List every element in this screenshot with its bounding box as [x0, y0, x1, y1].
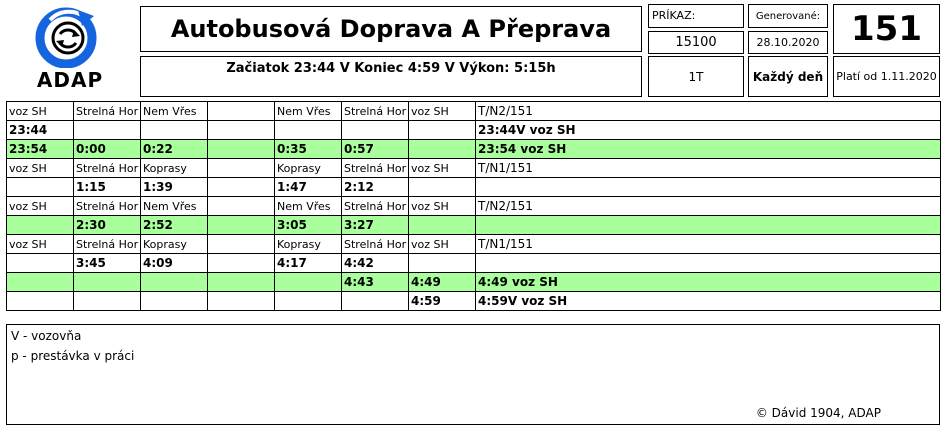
table-cell — [74, 273, 141, 292]
table-cell: voz SH — [7, 102, 74, 121]
table-cell: 2:30 — [74, 216, 141, 235]
legend-item-depot: V - vozovňa — [11, 329, 82, 343]
table-cell: voz SH — [409, 235, 476, 254]
table-cell-service: T/N2/151 — [476, 197, 941, 216]
table-row — [7, 235, 941, 254]
table-cell: voz SH — [409, 197, 476, 216]
vehicle-type: 1T — [648, 56, 744, 97]
schedule-table — [6, 101, 941, 311]
table-cell-service: T/N2/151 — [476, 102, 941, 121]
table-cell — [7, 273, 74, 292]
table-cell-service: T/N1/151 — [476, 159, 941, 178]
table-cell: voz SH — [7, 235, 74, 254]
table-cell: voz SH — [409, 102, 476, 121]
table-cell — [7, 178, 74, 197]
table-cell: Koprasy — [141, 159, 208, 178]
table-cell: Strelná Hor — [74, 102, 141, 121]
table-cell — [7, 216, 74, 235]
table-cell-service — [476, 254, 941, 273]
table-cell: Koprasy — [275, 235, 342, 254]
operating-days: Každý deň — [748, 56, 828, 97]
table-cell: Koprasy — [275, 159, 342, 178]
table-cell: 0:22 — [141, 140, 208, 159]
table-cell: Strelná Hor — [74, 235, 141, 254]
copyright: © Dávid 1904, ADAP — [755, 406, 881, 420]
table-cell — [141, 292, 208, 311]
table-cell: 4:59 — [409, 292, 476, 311]
table-row — [7, 254, 941, 273]
table-cell — [409, 178, 476, 197]
table-cell: voz SH — [409, 159, 476, 178]
table-cell — [208, 197, 275, 216]
table-cell: Strelná Hor — [342, 235, 409, 254]
table-cell — [409, 216, 476, 235]
table-cell — [7, 254, 74, 273]
table-cell: 1:39 — [141, 178, 208, 197]
table-cell: 0:57 — [342, 140, 409, 159]
schedule-body — [7, 102, 941, 311]
table-row — [7, 121, 941, 140]
table-cell — [208, 102, 275, 121]
table-cell: 3:27 — [342, 216, 409, 235]
table-cell — [208, 273, 275, 292]
prikaz-label: PRÍKAZ: — [648, 4, 744, 28]
table-cell — [409, 140, 476, 159]
line-number: 151 — [833, 4, 940, 54]
table-cell — [74, 121, 141, 140]
table-cell: Strelná Hor — [342, 197, 409, 216]
table-cell — [7, 292, 74, 311]
table-cell-service: 4:49 voz SH — [476, 273, 941, 292]
table-cell — [208, 178, 275, 197]
prikaz-value: 15100 — [648, 31, 744, 54]
table-cell-service: 23:54 voz SH — [476, 140, 941, 159]
table-cell: Nem Vřes — [275, 197, 342, 216]
table-cell: Nem Vřes — [141, 197, 208, 216]
table-cell — [208, 121, 275, 140]
table-cell — [275, 273, 342, 292]
table-cell: voz SH — [7, 159, 74, 178]
table-cell — [208, 216, 275, 235]
table-cell-service — [476, 178, 941, 197]
table-cell — [409, 254, 476, 273]
adap-logo — [30, 6, 110, 94]
table-cell — [208, 159, 275, 178]
table-cell: 3:45 — [74, 254, 141, 273]
table-cell: 4:09 — [141, 254, 208, 273]
logo-text: ADAP — [36, 68, 104, 92]
generated-label: Generované: — [748, 4, 828, 28]
table-cell-service — [476, 216, 941, 235]
table-row — [7, 140, 941, 159]
table-cell: 4:43 — [342, 273, 409, 292]
table-cell — [275, 121, 342, 140]
table-cell — [141, 273, 208, 292]
table-cell: Koprasy — [141, 235, 208, 254]
table-cell — [141, 121, 208, 140]
table-cell — [74, 292, 141, 311]
table-cell — [208, 292, 275, 311]
table-cell: Strelná Hor — [342, 102, 409, 121]
table-cell-service: 23:44V voz SH — [476, 121, 941, 140]
table-cell: voz SH — [7, 197, 74, 216]
table-row — [7, 273, 941, 292]
table-row — [7, 178, 941, 197]
table-cell: 1:47 — [275, 178, 342, 197]
table-cell: 2:12 — [342, 178, 409, 197]
table-row — [7, 197, 941, 216]
table-cell: 1:15 — [74, 178, 141, 197]
legend-item-break: p - prestávka v práci — [11, 349, 135, 363]
shift-summary: Začiatok 23:44 V Koniec 4:59 V Výkon: 5:15h — [140, 56, 642, 97]
table-cell — [342, 121, 409, 140]
table-row — [7, 102, 941, 121]
table-cell: 4:17 — [275, 254, 342, 273]
table-row — [7, 216, 941, 235]
table-cell: 4:49 — [409, 273, 476, 292]
table-cell: 3:05 — [275, 216, 342, 235]
valid-from: Platí od 1.11.2020 — [833, 56, 940, 97]
table-row — [7, 159, 941, 178]
page-title: Autobusová Doprava A Přeprava — [140, 6, 642, 52]
table-cell: Strelná Hor — [74, 159, 141, 178]
table-cell-service: T/N1/151 — [476, 235, 941, 254]
generated-value: 28.10.2020 — [748, 31, 828, 54]
table-cell — [208, 254, 275, 273]
table-cell: Strelná Hor — [342, 159, 409, 178]
table-cell-service: 4:59V voz SH — [476, 292, 941, 311]
table-cell: Strelná Hor — [74, 197, 141, 216]
table-cell — [208, 235, 275, 254]
table-cell: Nem Vřes — [141, 102, 208, 121]
table-cell: 0:00 — [74, 140, 141, 159]
table-cell: 23:54 — [7, 140, 74, 159]
table-cell — [342, 292, 409, 311]
table-cell: 2:52 — [141, 216, 208, 235]
table-cell — [208, 140, 275, 159]
table-cell: 23:44 — [7, 121, 74, 140]
table-cell: 4:42 — [342, 254, 409, 273]
table-row — [7, 292, 941, 311]
bus-arrows-logo-icon — [30, 6, 110, 68]
table-cell — [409, 121, 476, 140]
legend-box — [6, 324, 940, 425]
table-cell: Nem Vřes — [275, 102, 342, 121]
table-cell — [275, 292, 342, 311]
table-cell: 0:35 — [275, 140, 342, 159]
